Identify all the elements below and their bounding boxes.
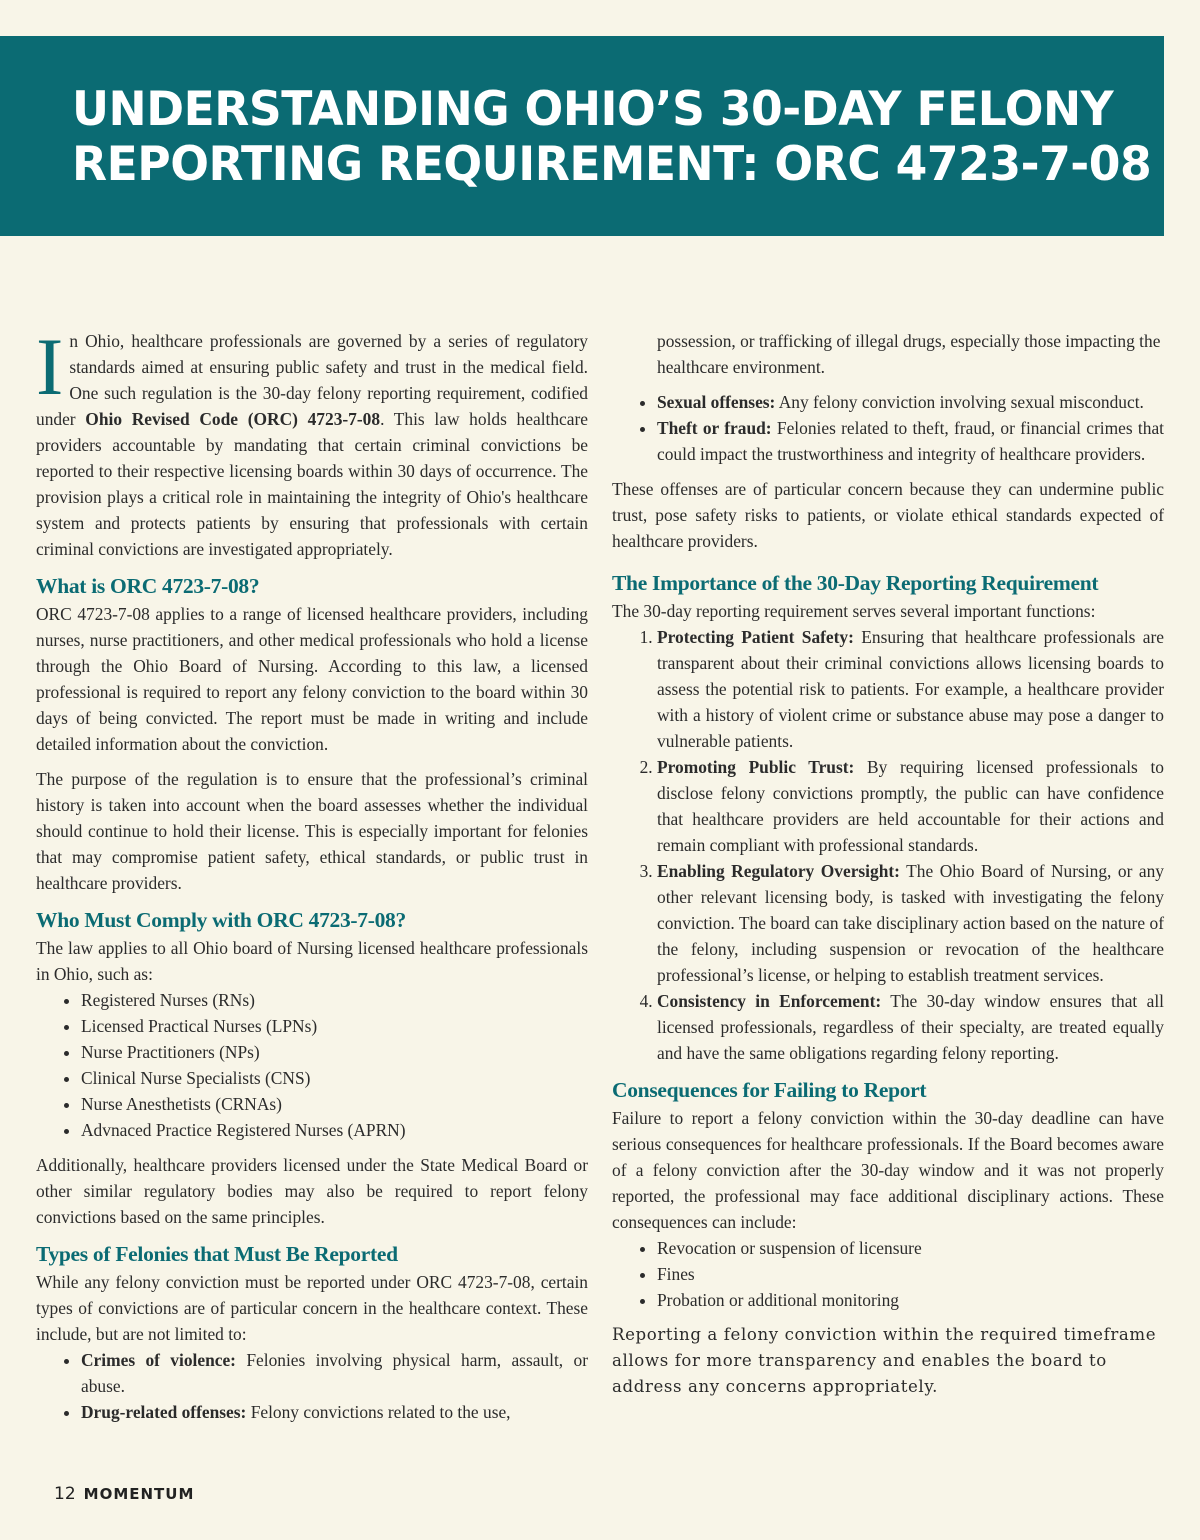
- heading-who-must-comply: Who Must Comply with ORC 4723-7-08?: [36, 908, 406, 932]
- left-column: [36, 328, 588, 1425]
- item-text: Any felony conviction involving sexual misconduct.: [775, 392, 1144, 412]
- types-intro: While any felony conviction must be reported under ORC 4723-7-08, certain types of convictions are of particular concern in the healthcare context. These include, but are not limited to:: [36, 1272, 588, 1344]
- page-title-line-2: REPORTING REQUIREMENT: ORC 4723-7-08: [72, 137, 1152, 192]
- item-label: Drug-related offenses:: [81, 1402, 247, 1422]
- consequences-list: [612, 1235, 1164, 1313]
- page-footer: [54, 1484, 194, 1504]
- list-item: • Advnaced Practice Registered Nurses (APRN): [81, 1117, 588, 1143]
- item-label: Enabling Regulatory Oversight:: [657, 861, 900, 881]
- heading-types-of-felonies: Types of Felonies that Must Be Reported: [36, 1242, 398, 1266]
- item-text: Felony convictions related to the use,: [246, 1402, 511, 1422]
- item-text: The Ohio Board of Nursing, or any other relevant licensing body, is tasked with investigating the felony conviction. The board can take disciplinary action based on the nature of the felony, including suspension or revocation of the healthcare professional’s license, or helping to establish treatment services.: [657, 861, 1164, 985]
- intro-text-after: . This law holds healthcare providers accountable by mandating that certain criminal convictions be reported to their respective licensing boards within 30 days of occurrence. The provision plays a critical role in maintaining the integrity of Ohio's healthcare system and protects patients by ensuring that professionals with certain criminal convictions are investigated appropriately.: [36, 409, 588, 559]
- list-item: [657, 415, 1164, 467]
- page-title-line-1: UNDERSTANDING OHIO’S 30-DAY FELONY: [72, 82, 1114, 137]
- list-item: • Fines: [657, 1261, 1164, 1287]
- drop-cap: I: [36, 328, 64, 412]
- heading-consequences: Consequences for Failing to Report: [612, 1078, 927, 1102]
- importance-intro: The 30-day reporting requirement serves several important functions:: [612, 601, 1096, 621]
- magazine-name: MOMENTUM: [83, 1485, 195, 1503]
- who-after: Additionally, healthcare providers licensed under the State Medical Board or other similar regulatory bodies may also be required to report felony convictions based on the same principles.: [36, 1155, 588, 1227]
- what-paragraph-1: ORC 4723-7-08 applies to a range of licensed healthcare providers, including nurses, nurse practitioners, and other medical professionals who hold a license through the Ohio Board of Nursing. According to this law, a licensed professional is required to report any felony conviction to the board within 30 days of being convicted. The report must be made in writing and include detailed information about the conviction.: [36, 604, 588, 754]
- list-item: [657, 624, 1164, 754]
- heading-importance: The Importance of the 30-Day Reporting Requirement: [612, 571, 1099, 595]
- list-item: • Registered Nurses (RNs): [81, 987, 588, 1013]
- importance-list: [612, 624, 1164, 1066]
- item-label: Promoting Public Trust:: [657, 757, 855, 777]
- list-item: [81, 1347, 588, 1399]
- item-text: Felonies involving physical harm, assault, or abuse.: [81, 1350, 588, 1396]
- list-item: • Nurse Practitioners (NPs): [81, 1039, 588, 1065]
- item-label: Protecting Patient Safety:: [657, 627, 854, 647]
- intro-text-before: n Ohio, healthcare professionals are governed by a series of regulatory standards aimed at ensuring public safety and trust in the medical field. One such regulation is the 30-day felony reporting requirement, codified under: [36, 331, 588, 429]
- page-number: 12: [54, 1484, 76, 1504]
- list-item: • Licensed Practical Nurses (LPNs): [81, 1013, 588, 1039]
- list-item: [657, 389, 1164, 415]
- item-text: Ensuring that healthcare professionals are transparent about their criminal convictions allows licensing boards to assess the potential risk to patients. For example, a healthcare provider with a history of violent crime or substance abuse may pose a danger to vulnerable patients.: [657, 627, 1165, 751]
- types-item-continuation: possession, or trafficking of illegal drugs, especially those impacting the healthcare environment.: [657, 331, 1161, 377]
- page-title: [72, 82, 1151, 192]
- list-item: • Clinical Nurse Specialists (CNS): [81, 1065, 588, 1091]
- right-column: [612, 328, 1164, 1409]
- intro-bold-citation: Ohio Revised Code (ORC) 4723-7-08: [85, 409, 381, 429]
- title-banner: [0, 36, 1164, 236]
- list-item: [657, 754, 1164, 858]
- closing-paragraph: Reporting a felony conviction within the required timeframe allows for more transparency and enables the board to address any concerns appropriately.: [612, 1325, 1157, 1396]
- item-text: By requiring licensed professionals to disclose felony convictions promptly, the public can have confidence that healthcare providers are held accountable for their actions and remain compliant with professional standards.: [657, 757, 1164, 855]
- types-list-part-2: [612, 389, 1164, 467]
- types-list-part-1: [36, 1347, 588, 1425]
- item-label: Theft or fraud:: [657, 418, 772, 438]
- who-intro: The law applies to all Ohio board of Nursing licensed healthcare professionals in Ohio, such as:: [36, 938, 588, 984]
- item-text: The 30-day window ensures that all licensed professionals, regardless of their specialty, are treated equally and have the same obligations regarding felony reporting.: [657, 991, 1164, 1063]
- list-item: [81, 1399, 588, 1425]
- list-item: [657, 858, 1164, 988]
- consequences-intro: Failure to report a felony conviction within the 30-day deadline can have serious consequences for healthcare professionals. If the Board becomes aware of a felony conviction after the 30-day window and it was not properly reported, the professional may face additional disciplinary actions. These consequences can include:: [612, 1108, 1164, 1232]
- list-item: • Nurse Anesthetists (CRNAs): [81, 1091, 588, 1117]
- list-item: [657, 988, 1164, 1066]
- item-label: Sexual offenses:: [657, 392, 776, 412]
- heading-what-is: What is ORC 4723-7-08?: [36, 574, 260, 598]
- list-item: • Revocation or suspension of licensure: [657, 1235, 1164, 1261]
- item-text: Felonies related to theft, fraud, or financial crimes that could impact the trustworthiness and integrity of healthcare providers.: [657, 418, 1164, 464]
- item-label: Consistency in Enforcement:: [657, 991, 882, 1011]
- who-list: [36, 987, 588, 1143]
- what-paragraph-2: The purpose of the regulation is to ensure that the professional’s criminal history is taken into account when the board assesses whether the individual should continue to hold their license. This is especially important for felonies that may compromise patient safety, ethical standards, or public trust in healthcare providers.: [36, 769, 588, 893]
- types-after: These offenses are of particular concern because they can undermine public trust, pose safety risks to patients, or violate ethical standards expected of healthcare providers.: [612, 479, 1164, 551]
- intro-paragraph: [36, 328, 588, 562]
- list-item: • Probation or additional monitoring: [657, 1287, 1164, 1313]
- item-label: Crimes of violence:: [81, 1350, 236, 1370]
